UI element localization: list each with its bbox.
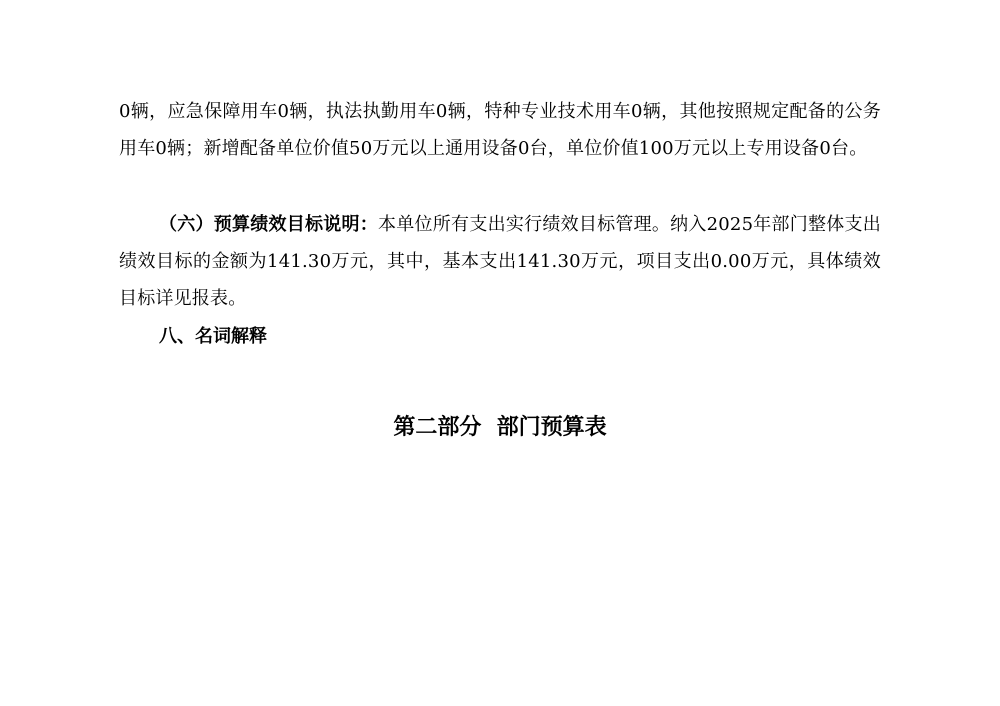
- section-six-heading: （六）预算绩效目标说明：: [159, 214, 379, 235]
- performance-goals-paragraph: [119, 206, 881, 317]
- section-eight-heading: 八、名词解释: [159, 326, 267, 347]
- vehicles-paragraph: 0辆，应急保障用车0辆，执法执勤用车0辆，特种专业技术用车0辆，其他按照规定配备的公务用车0辆；新增配备单位价值50万元以上通用设备0台，单位价值100万元以上专用设备0台。: [119, 101, 881, 159]
- section-six-body: 本单位所有支出实行绩效目标管理。纳入2025年部门整体支出绩效目标的金额为141.30万元，其中，基本支出141.30万元，项目支出0.00万元，具体绩效目标详见报表。: [119, 214, 881, 309]
- part-two-title: 第二部分 部门预算表: [393, 415, 607, 440]
